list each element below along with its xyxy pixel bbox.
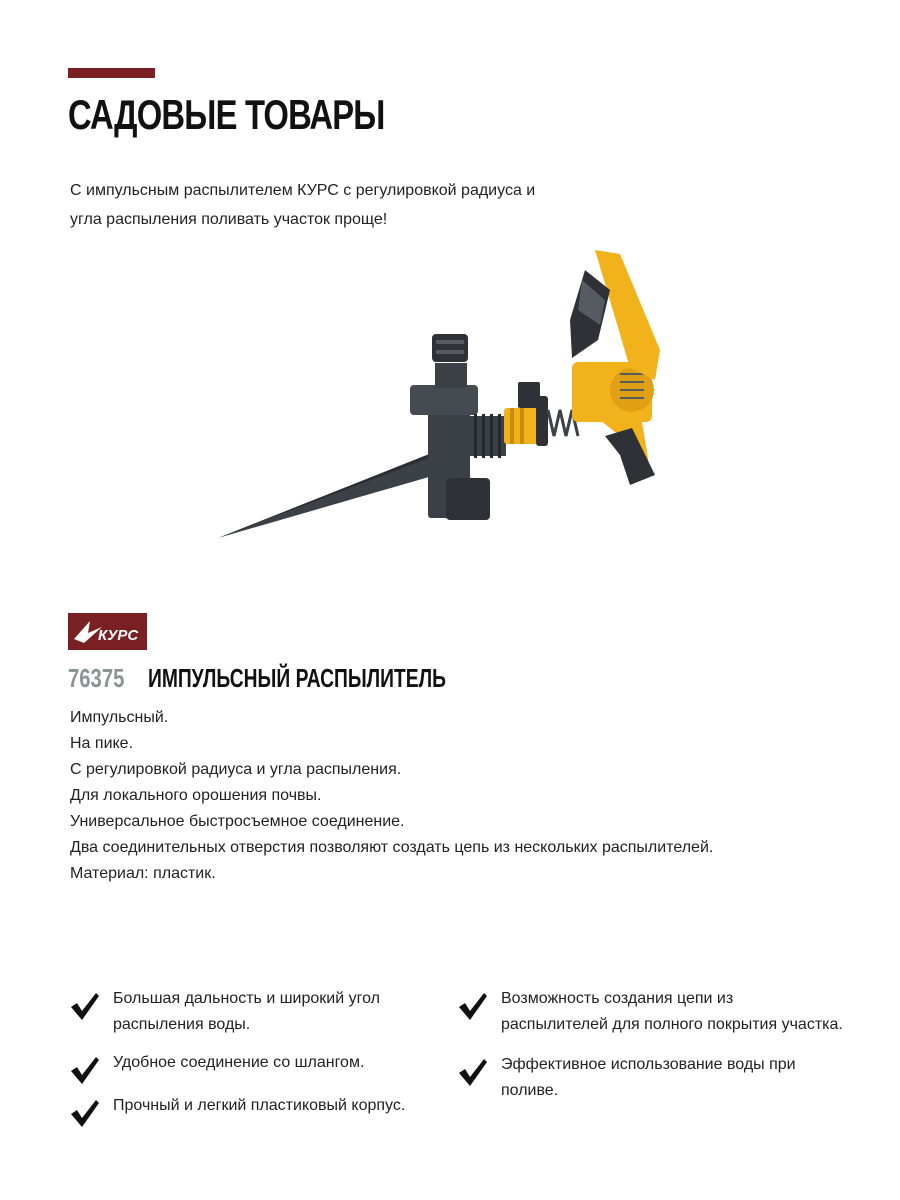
checkmark-icon	[68, 1097, 100, 1129]
feature-item: Два соединительных отверстия позволяют создать цепь из нескольких распылителей.	[70, 839, 714, 856]
benefit-text: Эффективное использование воды при	[501, 1056, 796, 1073]
benefit-text: распыления воды.	[113, 1016, 251, 1033]
benefit-text: Большая дальность и широкий угол	[113, 990, 380, 1007]
benefit-text: Прочный и легкий пластиковый корпус.	[113, 1097, 406, 1114]
feature-item: Материал: пластик.	[70, 865, 216, 882]
product-name: ИМПУЛЬСНЫЙ РАСПЫЛИТЕЛЬ	[148, 663, 446, 693]
feature-item: С регулировкой радиуса и угла распыления.	[70, 761, 402, 778]
feature-item: Универсальное быстросъемное соединение.	[70, 813, 405, 830]
intro-line: угла распыления поливать участок проще!	[70, 211, 388, 228]
checkmark-icon	[456, 1056, 488, 1088]
benefit-text: распылителей для полного покрытия участка.	[501, 1016, 843, 1033]
intro-text	[70, 176, 590, 234]
checkmark-icon	[456, 990, 488, 1022]
benefit-text: Возможность создания цепи из	[501, 990, 734, 1007]
feature-list	[70, 705, 850, 887]
brand-logo	[68, 613, 147, 650]
intro-line: С импульсным распылителем КУРС с регулировкой радиуса и	[70, 182, 536, 199]
feature-item: Импульсный.	[70, 709, 169, 726]
checkmark-icon	[68, 1054, 100, 1086]
product-sku: 76375	[68, 663, 125, 693]
accent-bar	[68, 68, 155, 78]
feature-item: На пике.	[70, 735, 134, 752]
product-image	[200, 240, 700, 560]
checkmark-icon	[68, 990, 100, 1022]
brand-logo-text: КУРС	[98, 627, 139, 644]
page-title: САДОВЫЕ ТОВАРЫ	[68, 91, 385, 138]
benefit-text: поливе.	[501, 1082, 559, 1099]
benefit-text: Удобное соединение со шлангом.	[113, 1054, 365, 1071]
feature-item: Для локального орошения почвы.	[70, 787, 322, 804]
